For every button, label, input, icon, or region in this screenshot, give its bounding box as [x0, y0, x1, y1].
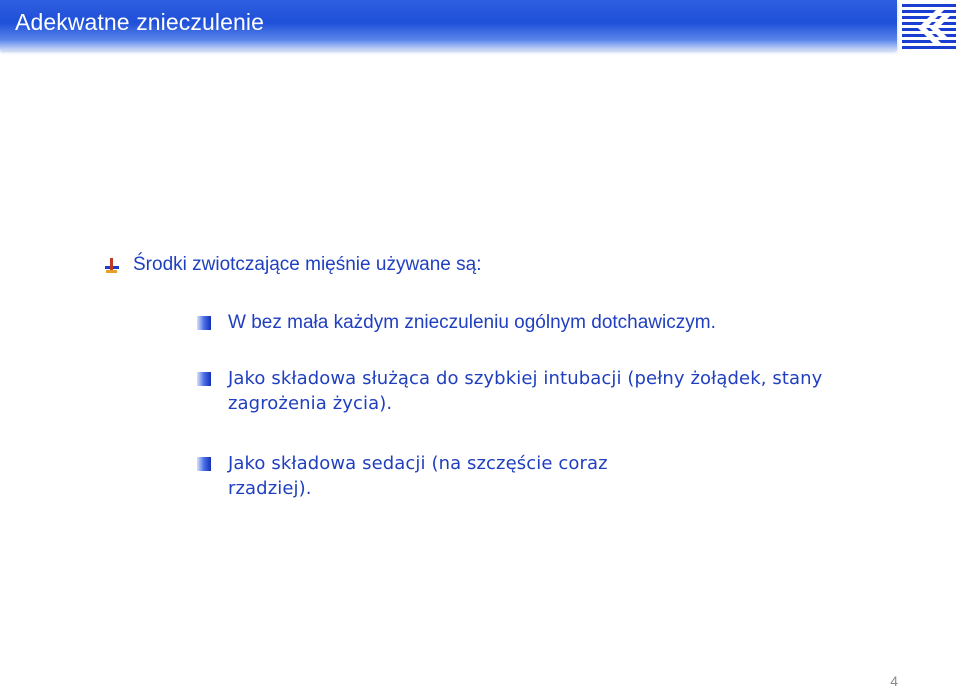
- main-point-text: Środki zwiotczające mięśnie używane są:: [133, 254, 482, 275]
- title-bar: [0, 0, 897, 50]
- sub-point-text: Jako składowa służąca do szybkiej intubacji (pełny żołądek, stany zagrożenia życia).: [228, 368, 823, 414]
- square-bullet-icon: [197, 457, 211, 471]
- page-number: 4: [890, 673, 898, 688]
- square-bullet-icon: [197, 372, 211, 386]
- slide-title: Adekwatne znieczulenie: [15, 9, 264, 35]
- sub-bullet-item: [197, 366, 877, 416]
- sub-bullet-item: [197, 451, 617, 501]
- main-bullet-item: [103, 254, 482, 276]
- sub-bullet-item: [197, 310, 716, 335]
- sub-point-text: Jako składowa sedacji (na szczęście coraz rzadziej).: [228, 453, 608, 499]
- pin-bullet-icon: [103, 256, 121, 274]
- sub-point-text: W bez mała każdym znieczuleniu ogólnym dotchawiczym.: [228, 312, 716, 333]
- square-bullet-icon: [197, 316, 211, 330]
- corporate-logo-icon: [900, 1, 958, 55]
